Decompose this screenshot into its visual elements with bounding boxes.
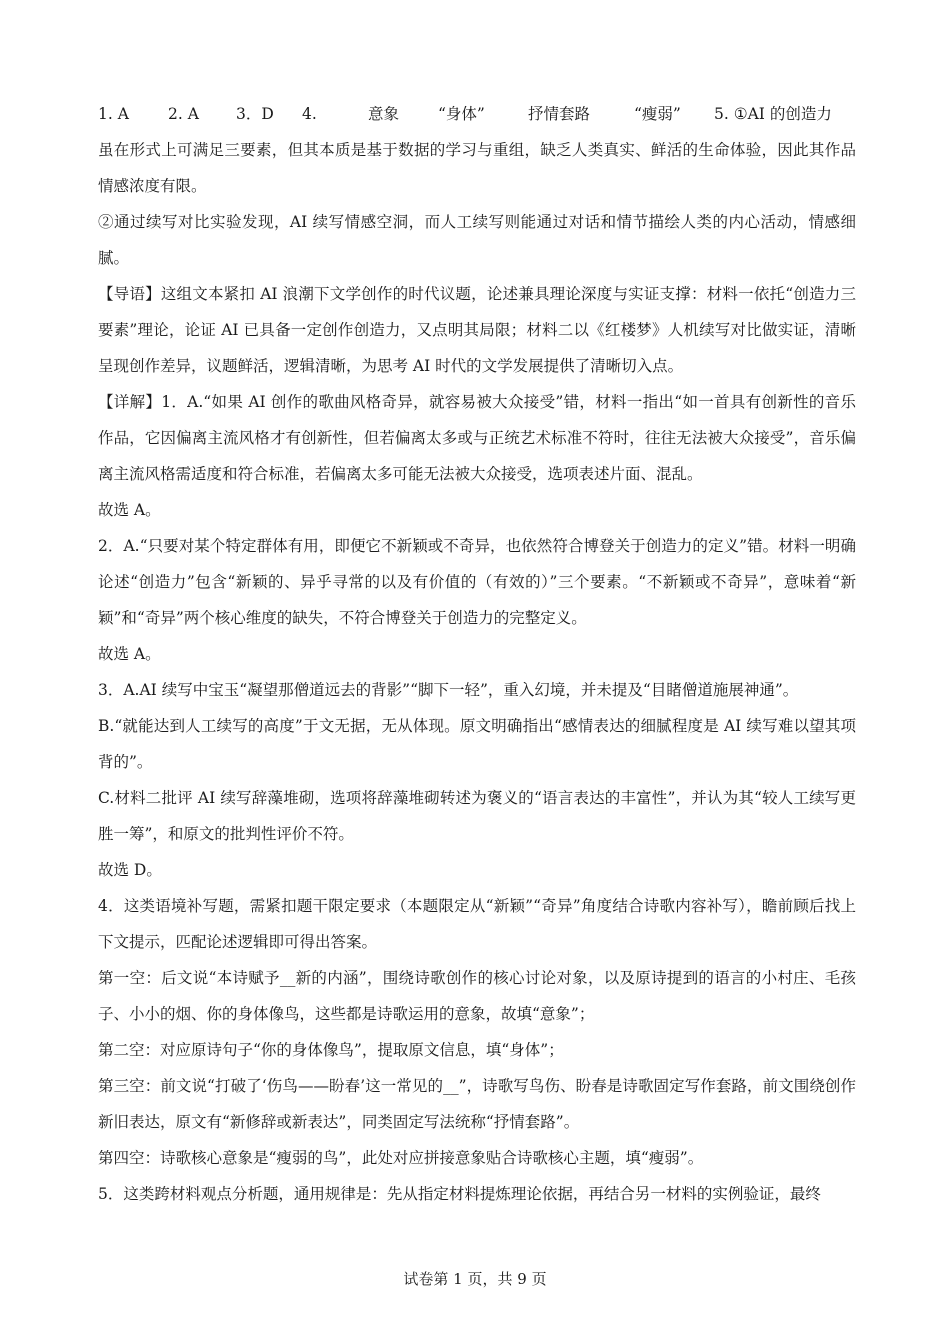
paragraph-answer-choice: 故选 D。 [98,861,162,879]
answer-5-start: 5. ①AI 的创造力 [714,105,832,123]
answer-1: 1. A [98,105,129,123]
paragraph-intro: 【导语】这组文本紧扣 AI 浪潮下文学创作的时代议题，论述兼具理论深度与实证支撑：材料一依托“创造力三要素”理论，论证 AI 已具备一定创作创造力，又点明其局限；材料二以《红楼梦》人机续写对比做实证，清晰呈现创作差异，议题鲜活，逻辑清晰，为思考 AI 时代的文学发展提供了清晰切入点。 [98,285,856,375]
paragraph: 4．这类语境补写题，需紧扣题干限定要求（本题限定从“新颖”“奇异”角度结合诗歌内容补写），瞻前顾后找上下文提示，匹配论述逻辑即可得出答案。 [98,897,856,951]
answer-key-line [98,96,856,132]
paragraph: 第四空：诗歌核心意象是“瘦弱的鸟”，此处对应拼接意象贴合诗歌核心主题，填“瘦弱”。 [98,1149,704,1167]
paragraph: 第二空：对应原诗句子“你的身体像鸟”，提取原文信息，填“身体”； [98,1041,564,1059]
page-footer: 试卷第 1 页，共 9 页 [403,1270,547,1288]
paragraph-answer-choice: 故选 A。 [98,501,161,519]
paragraph-explanation: 【详解】1．A.“如果 AI 创作的歌曲风格奇异，就容易被大众接受”错，材料一指出“如一首具有创新性的音乐作品，它因偏离主流风格才有创新性，但若偏离太多或与正统艺术标准不符时，往往无法被大众接受”，音乐偏离主流风格需适度和符合标准，若偏离太多可能无法被大众接受，选项表述片面、混乱。 [98,393,856,483]
paragraph: B.“就能达到人工续写的高度”于文无据，无从体现。原文明确指出“感情表达的细腻程度是 AI 续写难以望其项背的”。 [98,717,856,771]
answer-2: 2. A [168,105,199,123]
paragraph: 5．这类跨材料观点分析题，通用规律是：先从指定材料提炼理论依据，再结合另一材料的实例验证，最终 [98,1185,821,1203]
answer-4-blank-1: 意象 [368,105,400,123]
paragraph: 3．A.AI 续写中宝玉“凝望那僧道远去的背影”“脚下一轻”，重入幻境，并未提及“目睹僧道施展神通”。 [98,681,799,699]
paragraph: 第一空：后文说“本诗赋予__新的内涵”，围绕诗歌创作的核心讨论对象，以及原诗提到的语言的小村庄、毛孩子、小小的烟、你的身体像鸟，这些都是诗歌运用的意象，故填“意象”； [98,969,856,1023]
answer-4-blank-3: 抒情套路 [528,105,591,123]
paragraph: 2．A.“只要对某个特定群体有用，即便它不新颖或不奇异，也依然符合博登关于创造力的定义”错。材料一明确论述“创造力”包含“新颖的、异乎寻常的以及有价值的（有效的）”三个要素。“不新颖或不奇异”，意味着“新颖”和“奇异”两个核心维度的缺失，不符合博登关于创造力的完整定义。 [98,537,856,627]
paragraph-answer-choice: 故选 A。 [98,645,161,663]
answer-4-blank-2: “身体” [438,105,485,123]
paragraph: C.材料二批评 AI 续写辞藻堆砌，选项将辞藻堆砌转述为褒义的“语言表达的丰富性”，并认为其“较人工续写更胜一筹”，和原文的批判性评价不符。 [98,789,856,843]
paragraph: ②通过续写对比实验发现，AI 续写情感空洞，而人工续写则能通过对话和情节描绘人类的内心活动，情感细腻。 [98,213,856,267]
paragraph: 虽在形式上可满足三要素，但其本质是基于数据的学习与重组，缺乏人类真实、鲜活的生命体验，因此其作品情感浓度有限。 [98,141,856,195]
answer-3: 3．D [236,105,274,123]
answer-content [98,96,856,1212]
paragraph: 第三空：前文说“打破了‘伤鸟——盼春’这一常见的__”，诗歌写鸟伤、盼春是诗歌固定写作套路，前文围绕创作新旧表达，原文有“新修辞或新表达”，同类固定写法统称“抒情套路”。 [98,1077,856,1131]
answer-4-blank-4: “瘦弱” [634,105,681,123]
answer-4-number: 4. [302,105,317,123]
